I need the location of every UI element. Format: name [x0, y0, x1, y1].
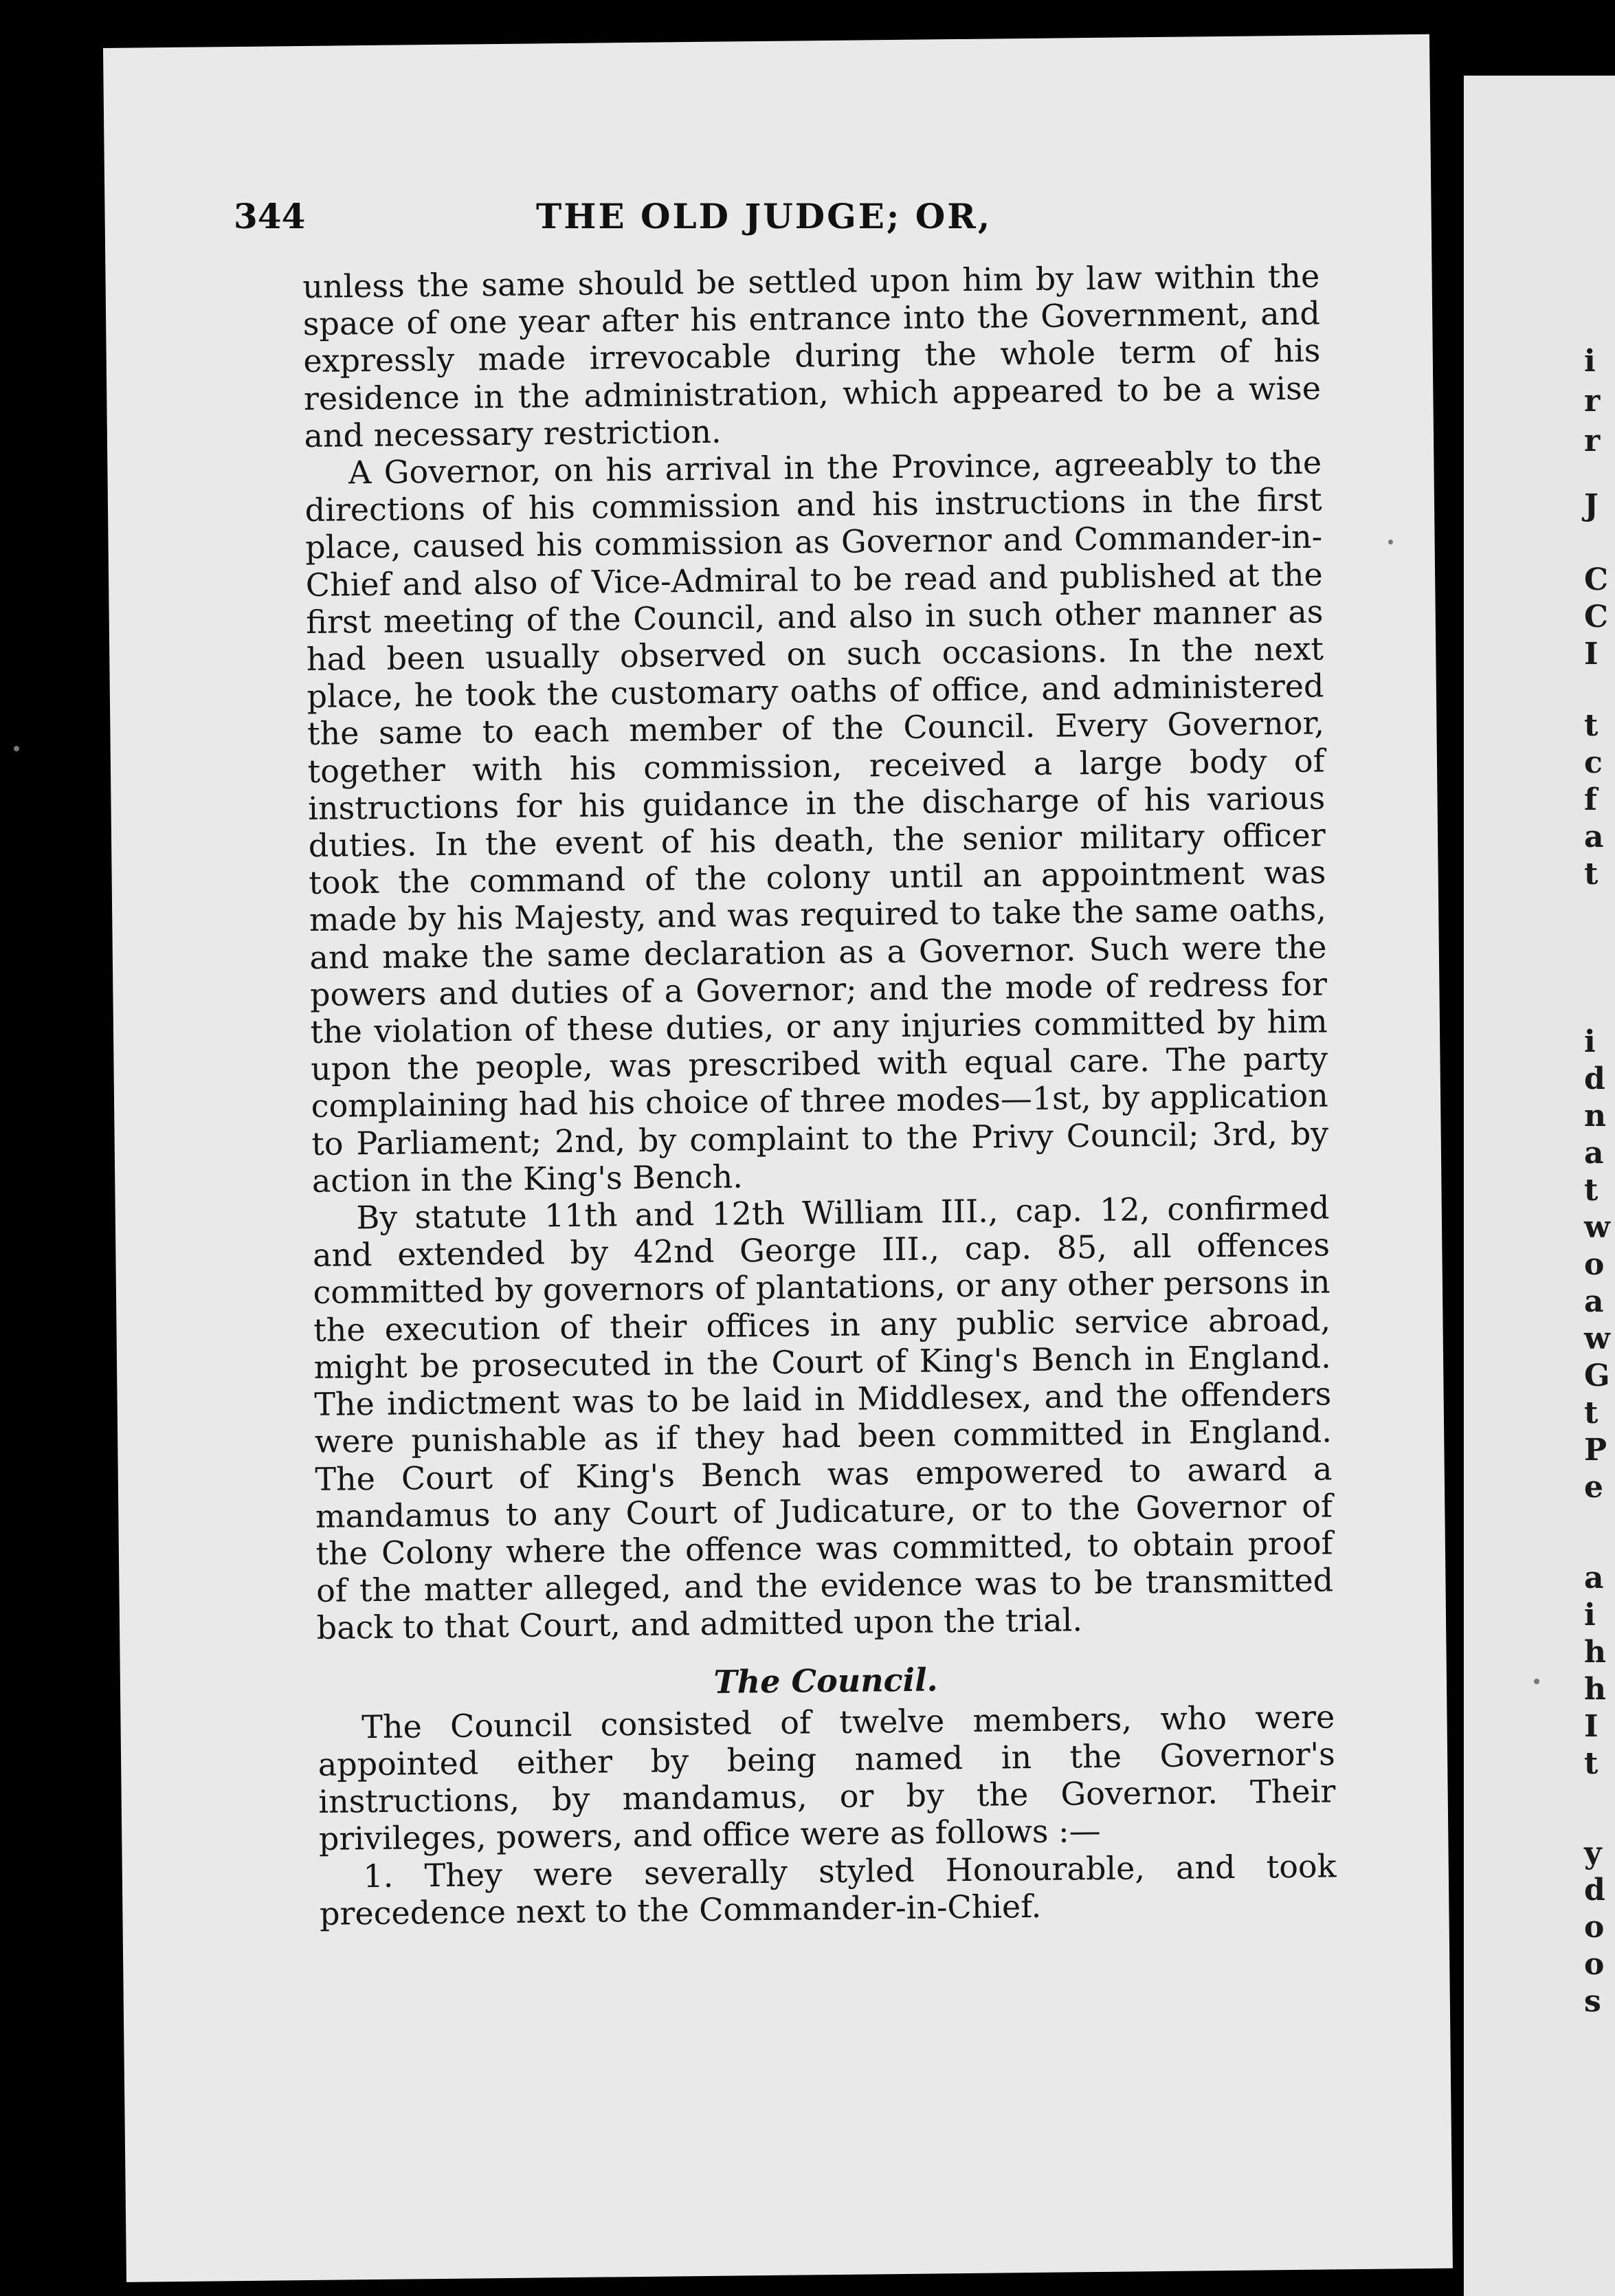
right-page-fragment: C	[1584, 562, 1609, 597]
right-page-fragment: t	[1584, 1395, 1599, 1431]
right-page-fragment: I	[1584, 637, 1599, 672]
right-page-fragment: h	[1584, 1635, 1606, 1670]
right-page-fragment: a	[1584, 1136, 1604, 1171]
right-page-fragment: a	[1584, 1560, 1604, 1596]
page-body	[302, 258, 1337, 1932]
section-heading: The Council.	[713, 1660, 938, 1701]
right-page-fragment: h	[1584, 1672, 1606, 1707]
right-page-fragment: y	[1584, 1835, 1602, 1870]
right-page-fragment: w	[1584, 1321, 1610, 1356]
right-page-fragment: f	[1584, 782, 1597, 817]
running-title: THE OLD JUDGE; OR,	[536, 196, 992, 236]
right-page-fragment: I	[1584, 1709, 1599, 1744]
right-page-fragment: e	[1584, 1470, 1603, 1505]
paragraph-council-item-1: 1. They were severally styled Honourable, and took precedence next to the Commander-in-Chief.	[319, 1846, 1337, 1932]
right-page-fragment: d	[1584, 1873, 1605, 1908]
right-page-fragment: i	[1584, 1024, 1596, 1059]
right-page-fragment: w	[1584, 1210, 1610, 1245]
paragraph-council: The Council consisted of twelve members, who were appointed either by being named in the Governor's instructions, by mandamus, or by the Governor. Their privileges, powers, and office were as follows :—	[318, 1698, 1336, 1858]
right-page-fragment: P	[1584, 1433, 1607, 1468]
right-page-fragment: J	[1584, 488, 1599, 523]
scan-speck	[1534, 1679, 1539, 1684]
right-page-fragment: o	[1584, 1947, 1605, 1982]
right-page-fragment: o	[1584, 1910, 1605, 1945]
scan-speck	[14, 746, 19, 751]
right-page-text-fragments	[1584, 316, 1610, 2104]
page-number: 344	[234, 196, 306, 236]
right-page-fragment: C	[1584, 599, 1609, 634]
right-page-fragment: n	[1584, 1099, 1606, 1134]
scan-speck	[1388, 540, 1393, 544]
running-header	[234, 196, 1333, 244]
right-page-fragment: i	[1584, 344, 1596, 379]
right-page-fragment: d	[1584, 1061, 1605, 1096]
right-page-fragment: t	[1584, 1173, 1599, 1208]
right-page-fragment: G	[1584, 1358, 1610, 1393]
right-page-fragment: s	[1584, 1984, 1601, 2019]
paragraph-statute: By statute 11th and 12th William III., cap. 12, confirmed and extended by 42nd George III., cap. 85, all offences committed by governors of plantations, or any other persons in the execution of their offices in any public service abroad, might be prosecuted in the Court of King's Bench in England. The indictment was to be laid in Middlesex, and the offenders were punishable as if they had been committed in England. The Court of King's Bench was empowered to award a mandamus to any Court of Judicature, or to the Governor of the Colony where the offence was committed, to obtain proof of the matter alleged, and the evidence was to be transmitted back to that Court, and admitted upon the trial.	[312, 1189, 1334, 1647]
paragraph-governor-arrival: A Governor, on his arrival in the Province, agreeably to the directions of his commission and his instructions in the first place, caused his commission as Governor and Commander-in-Chief and also of Vice-Admiral to be read and published at the first meeting of the Council, and also in such other manner as had been usually observed on such occasions. In the next place, he took the customary oaths of office, and administered the same to each member of the Council. Every Governor, together with his commission, received a large body of instructions for his guidance in the discharge of his various duties. In the event of his death, the senior military officer took the command of the colony until an appointment was made by his Majesty, and was required to take the same oaths, and make the same declaration as a Governor. Such were the powers and duties of a Governor; and the mode of redress for the violation of these duties, or any injuries committed by him upon the people, was prescribed with equal care. The party complaining had his choice of three modes—1st, by application to Parliament; 2nd, by complaint to the Privy Council; 3rd, by action in the King's Bench.	[304, 443, 1329, 1200]
right-page-fragment: a	[1584, 819, 1604, 854]
right-page-fragment: o	[1584, 1247, 1605, 1282]
right-page-fragment: t	[1584, 857, 1599, 892]
right-page-fragment: i	[1584, 1598, 1596, 1633]
right-page-fragment: t	[1584, 1746, 1599, 1781]
paragraph-continued: unless the same should be settled upon him by law within the space of one year after his entrance into the Government, and expressly made irrevocable during the whole term of his residence in the administration, which appeared to be a wise and necessary restriction.	[302, 257, 1322, 454]
right-page-fragment: a	[1584, 1284, 1604, 1319]
right-page-fragment: r	[1584, 423, 1601, 459]
right-page-fragment: t	[1584, 708, 1599, 743]
right-page-fragment: r	[1584, 384, 1601, 419]
right-page-fragment: c	[1584, 745, 1603, 780]
